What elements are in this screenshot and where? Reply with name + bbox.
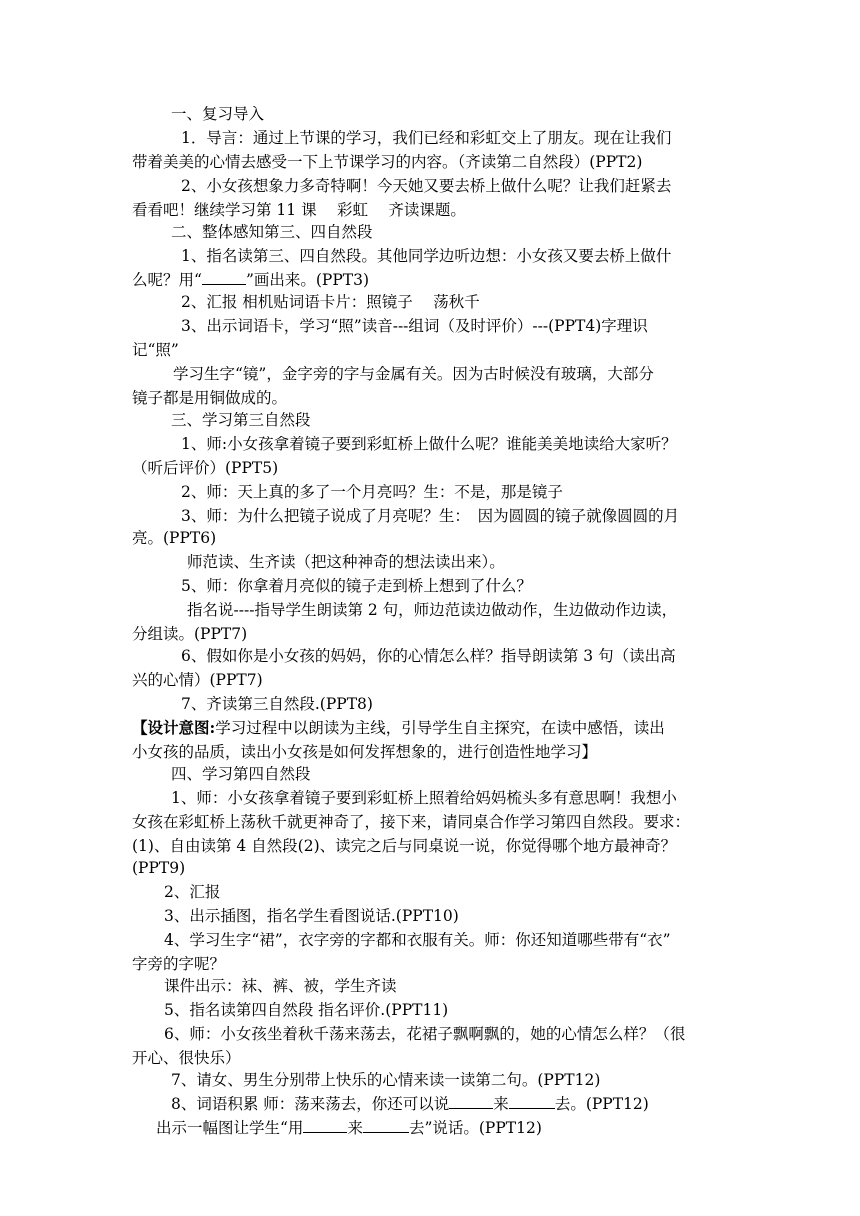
paragraph-line: 7、请女、男生分别带上快乐的心情来读一读第二句。(PPT12) — [171, 1071, 601, 1089]
paragraph-line: (PPT9) — [132, 859, 186, 877]
paragraph-line: 3、出示插图，指名学生看图说话.(PPT10) — [164, 907, 459, 925]
fill-blank — [449, 1094, 493, 1109]
paragraph-line: 4、学习生字“裙”，衣字旁的字都和衣服有关。师：你还知道哪些带有“衣” — [164, 931, 671, 949]
paragraph-line: 5、师：你拿着月亮似的镜子走到桥上想到了什么？ — [181, 577, 532, 595]
heading-paragraph-four: 四、学习第四自然段 — [171, 765, 311, 783]
paragraph-line: 课件出示：袜、裤、被，学生齐读 — [164, 977, 397, 995]
paragraph-line: 出示一幅图让学生“用 来 去”说话。(PPT12) — [156, 1119, 542, 1137]
paragraph-line: 记“照” — [132, 341, 179, 359]
paragraph-line: 8、词语积累 师：荡来荡去，你还可以说 来 去。(PPT12) — [171, 1095, 649, 1113]
paragraph-line: 5、指名读第四自然段 指名评价.(PPT11) — [164, 1001, 449, 1019]
paragraph-line: 6、师：小女孩坐着秋千荡来荡去，花裙子飘啊飘的，她的心情怎么样？（很 — [164, 1025, 686, 1043]
paragraph-line: 2、汇报 相机贴词语卡片：照镜子 荡秋千 — [181, 293, 480, 311]
fill-blank — [202, 270, 246, 285]
fill-blank — [303, 1118, 347, 1133]
paragraph-line: 3、出示词语卡，学习“照”读音---组词（及时评价）---(PPT4)字理识 — [181, 317, 648, 335]
paragraph-line: 亮。(PPT6) — [132, 529, 217, 547]
paragraph-line: 3、师：为什么把镜子说成了月亮呢？生： 因为圆圆的镜子就像圆圆的月 — [181, 507, 680, 525]
paragraph-line: 指名说----指导学生朗读第 2 句，师边范读边做动作，生边做动作边读， — [187, 601, 678, 619]
fill-blank — [363, 1118, 409, 1133]
paragraph-line: 开心、很快乐） — [132, 1049, 241, 1067]
paragraph-line: （听后评价）(PPT5) — [132, 459, 279, 477]
paragraph-line: (1)、自由读第 4 自然段(2)、读完之后与同桌说一说，你觉得哪个地方最神奇？ — [132, 837, 677, 855]
paragraph-line: 1．导言：通过上节课的学习，我们已经和彩虹交上了朋友。现在让我们 — [181, 129, 672, 147]
paragraph-line: 分组读。(PPT7) — [132, 625, 248, 643]
paragraph-line: 看看吧！继续学习第 11 课 彩虹 齐读课题。 — [132, 201, 466, 219]
design-intent: 【设计意图:学习过程中以朗读为主线，引导学生自主探究，在读中感悟，读出 — [132, 718, 665, 737]
paragraph-line: 师范读、生齐读（把这种神奇的想法读出来）。 — [187, 553, 505, 571]
paragraph-line: 么呢？用“ ”画出来。(PPT3) — [132, 271, 370, 289]
design-intent-label: 【设计意图: — [132, 718, 216, 737]
paragraph-line: 6、假如你是小女孩的妈妈，你的心情怎么样？指导朗读第 3 句（读出高 — [181, 647, 676, 665]
paragraph-line: 镜子都是用铜做成的。 — [132, 389, 288, 407]
paragraph-line: 带着美美的心情去感受一下上节课学习的内容。（齐读第二自然段）(PPT2) — [132, 153, 643, 171]
heading-overview: 二、整体感知第三、四自然段 — [171, 223, 373, 241]
paragraph-line: 1、指名读第三、四自然段。其他同学边听边想：小女孩又要去桥上做什 — [181, 247, 672, 265]
paragraph-line: 1、师：小女孩拿着镜子要到彩虹桥上照着给妈妈梳头多有意思啊！我想小 — [171, 789, 677, 807]
paragraph-line: 1、师:小女孩拿着镜子要到彩虹桥上做什么呢？谁能美美地读给大家听？ — [181, 435, 677, 453]
paragraph-line: 字旁的字呢？ — [132, 955, 226, 973]
fill-blank — [509, 1094, 555, 1109]
paragraph-line: 2、小女孩想象力多奇特啊！今天她又要去桥上做什么呢？让我们赶紧去 — [181, 177, 672, 195]
heading-paragraph-three: 三、学习第三自然段 — [171, 411, 311, 429]
design-intent-line: 小女孩的品质，读出小女孩是如何发挥想象的，进行创造性地学习】 — [132, 743, 598, 761]
paragraph-line: 2、师：天上真的多了一个月亮吗？生：不是，那是镜子 — [181, 483, 563, 501]
paragraph-line: 兴的心情）(PPT7) — [132, 671, 263, 689]
paragraph-line: 2、汇报 — [164, 883, 221, 901]
paragraph-line: 7、齐读第三自然段.(PPT8) — [181, 695, 373, 713]
paragraph-line: 学习生字“镜”，金字旁的字与金属有关。因为古时候没有玻璃，大部分 — [173, 365, 654, 383]
heading-review: 一、复习导入 — [171, 105, 265, 123]
paragraph-line: 女孩在彩虹桥上荡秋千就更神奇了，接下来，请同桌合作学习第四自然段。要求： — [132, 813, 691, 831]
